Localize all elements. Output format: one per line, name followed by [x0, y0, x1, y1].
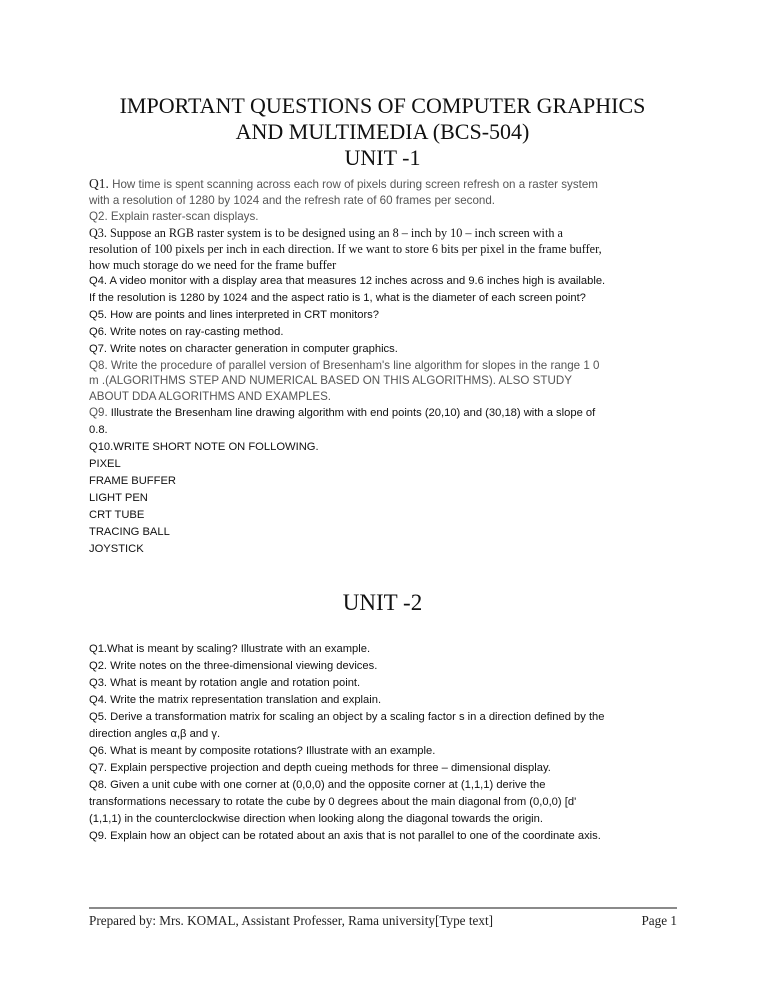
u1-q1-line2: with a resolution of 1280 by 1024 and the refresh rate of 60 frames per second. — [89, 194, 496, 207]
u1-q3-line1: Q3. Suppose an RGB raster system is to be designed using an 8 – inch by 10 – inch screen with a — [89, 225, 563, 240]
u2-q5-line2: direction angles α,β and γ. — [89, 728, 221, 740]
u1-q3-line2: resolution of 100 pixels per inch in each direction. If we want to store 6 bits per pixel in the frame buffer, — [89, 241, 602, 256]
u1-q7: Q7. Write notes on character generation in computer graphics. — [89, 342, 398, 355]
u2-q9: Q9. Explain how an object can be rotated about an axis that is not parallel to one of the coordinate axis. — [89, 830, 601, 842]
u1-q8-line2: m .(ALGORITHMS STEP AND NUMERICAL BASED ON THIS ALGORITHMS). ALSO STUDY — [89, 374, 572, 387]
u1-q5: Q5. How are points and lines interpreted in CRT monitors? — [89, 308, 379, 321]
u1-q3-line3: how much storage do we need for the frame buffer — [89, 257, 337, 272]
u2-q7: Q7. Explain perspective projection and depth cueing methods for three – dimensional display. — [89, 762, 551, 774]
u2-q1: Q1.What is meant by scaling? Illustrate with an example. — [89, 643, 371, 655]
u1-q6: Q6. Write notes on ray-casting method. — [89, 325, 284, 338]
u1-item-joystick: JOYSTICK — [89, 543, 144, 555]
u2-q5-line1: Q5. Derive a transformation matrix for scaling an object by a scaling factor s in a direction defined by the — [89, 711, 605, 723]
u2-q2: Q2. Write notes on the three-dimensional viewing devices. — [89, 660, 378, 672]
u1-q8-line3: ABOUT DDA ALGORITHMS AND EXAMPLES. — [89, 389, 332, 403]
u1-q4-line1: Q4. A video monitor with a display area that measures 12 inches across and 9.6 inches high is available. — [89, 274, 606, 287]
u1-q1-text: How time is spent scanning across each row of pixels during screen refresh on a raster system — [108, 178, 598, 191]
u1-q1-line1 — [89, 176, 689, 193]
u1-q10: Q10.WRITE SHORT NOTE ON FOLLOWING. — [89, 441, 319, 453]
u2-q8-line1: Q8. Given a unit cube with one corner at (0,0,0) and the opposite corner at (1,1,1) derive the — [89, 779, 546, 791]
footer-divider — [89, 907, 677, 909]
unit1-questions — [89, 176, 689, 558]
u1-q2: Q2. Explain raster-scan displays. — [89, 210, 259, 223]
document-title-line2: AND MULTIMEDIA (BCS-504) — [235, 119, 530, 144]
u1-item-tracing-ball: TRACING BALL — [89, 526, 170, 538]
u1-item-frame-buffer: FRAME BUFFER — [89, 475, 177, 487]
u1-q1-label: Q1. — [89, 176, 109, 191]
u2-q8-line2: transformations necessary to rotate the cube by 0 degrees about the main diagonal from (0,0,0) [d' — [89, 796, 577, 808]
u2-q8-line3: (1,1,1) in the counterclockwise direction when looking along the diagonal towards the origin. — [89, 813, 543, 825]
footer-credit: Prepared by: Mrs. KOMAL, Assistant Professer, Rama university[Type text] — [89, 913, 493, 928]
u1-q9-line2: 0.8. — [89, 424, 108, 436]
u1-item-light-pen: LIGHT PEN — [89, 492, 148, 504]
document-title-line1: IMPORTANT QUESTIONS OF COMPUTER GRAPHICS — [119, 93, 646, 118]
unit2-heading: UNIT -2 — [342, 590, 423, 615]
u1-q9-text: Illustrate the Bresenham line drawing algorithm with end points (20,10) and (30,18) with a slope of — [107, 407, 596, 419]
u1-q9-label: Q9. — [89, 406, 108, 419]
u1-q4-line2: If the resolution is 1280 by 1024 and the aspect ratio is 1, what is the diameter of each screen point? — [89, 291, 586, 304]
u1-item-pixel: PIXEL — [89, 458, 121, 470]
unit2-questions — [89, 641, 689, 845]
u1-q9-line1 — [89, 404, 689, 422]
u2-q4: Q4. Write the matrix representation translation and explain. — [89, 694, 382, 706]
page-number: Page 1 — [641, 913, 677, 928]
u2-q6: Q6. What is meant by composite rotations? Illustrate with an example. — [89, 745, 436, 757]
u1-q8-line1: Q8. Write the procedure of parallel version of Bresenham's line algorithm for slopes in the range 1 0 — [89, 358, 600, 372]
unit1-heading: UNIT -1 — [344, 145, 421, 170]
u2-q3: Q3. What is meant by rotation angle and rotation point. — [89, 677, 361, 689]
u1-item-crt-tube: CRT TUBE — [89, 509, 145, 521]
